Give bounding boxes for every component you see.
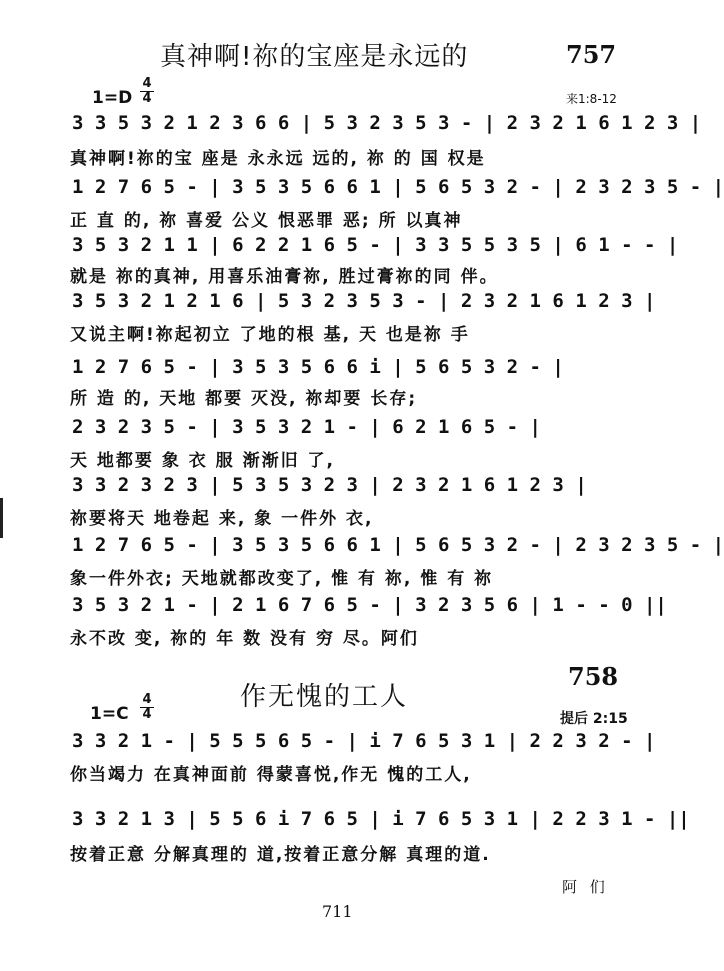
- hymn-757-lyrics-2: 正 直 的, 祢 喜爱 公义 恨恶罪 恶; 所 以真神: [70, 211, 463, 231]
- hymn-757-notes-9: 3 5 3 2 1 - | 2 1 6 7 6 5 - | 3 2 3 5 6 | 1 - - 0 ||: [72, 594, 667, 616]
- hymn-757-notes-3: 3 5 3 2 1 1 | 6 2 2 1 6 5 - | 3 3 5 5 3 5 | 6 1 - - |: [72, 234, 679, 256]
- scan-edge-mark: [0, 498, 3, 538]
- hymn-757-notes-8: 1 2 7 6 5 - | 3 5 3 5 6 6 1 | 5 6 5 3 2 - | 2 3 2 3 5 - |: [72, 534, 724, 556]
- hymn-757-notes-1: 3 3 5 3 2 1 2 3 6 6 | 5 3 2 3 5 3 - | 2 3 2 1 6 1 2 3 |: [72, 112, 702, 134]
- hymn-757-key: 1=D: [92, 88, 133, 108]
- hymn-758-notes-1: 3 3 2 1 - | 5 5 5 6 5 - | i 7 6 5 3 1 | 2 2 3 2 - |: [72, 730, 656, 752]
- hymn-758-lyrics-1: 你当竭力 在真神面前 得蒙喜悦,作无 愧的工人,: [70, 765, 472, 785]
- hymn-757-title: 真神啊!祢的宝座是永远的: [160, 42, 469, 72]
- hymn-758-number: 758: [568, 662, 619, 691]
- hymn-758-lyrics-2: 按着正意 分解真理的 道,按着正意分解 真理的道.: [70, 845, 491, 865]
- hymn-757-notes-2: 1 2 7 6 5 - | 3 5 3 5 6 6 1 | 5 6 5 3 2 - | 2 3 2 3 5 - |: [72, 176, 724, 198]
- time-sig-top: 4: [142, 76, 152, 91]
- hymn-757-lyrics-9: 永不改 变, 祢的 年 数 没有 穷 尽。阿们: [70, 629, 419, 649]
- hymn-757-notes-6: 2 3 2 3 5 - | 3 5 3 2 1 - | 6 2 1 6 5 - |: [72, 416, 541, 438]
- hymn-757-time-signature: [140, 78, 154, 105]
- hymn-757-reference: 来1:8-12: [566, 92, 617, 106]
- hymn-757-lyrics-1: 真神啊!祢的宝 座是 永永远 远的, 祢 的 国 权是: [70, 149, 486, 169]
- hymn-758-title: 作无愧的工人: [240, 682, 409, 712]
- hymn-757-lyrics-7: 祢要将天 地卷起 来, 象 一件外 衣,: [70, 509, 374, 529]
- hymn-757-lyrics-5: 所 造 的, 天地 都要 灭没, 祢却要 长存;: [70, 389, 418, 409]
- hymn-757-notes-7: 3 3 2 3 2 3 | 5 3 5 3 2 3 | 2 3 2 1 6 1 2 3 |: [72, 474, 587, 496]
- hymn-758-key: 1=C: [90, 704, 129, 724]
- hymn-758-reference: 提后 2:15: [560, 711, 628, 727]
- hymn-757-lyrics-6: 天 地都要 象 衣 服 渐渐旧 了,: [70, 451, 335, 471]
- hymn-757-notes-4: 3 5 3 2 1 2 1 6 | 5 3 2 3 5 3 - | 2 3 2 1 6 1 2 3 |: [72, 290, 656, 312]
- hymn-757-lyrics-4: 又说主啊!祢起初立 了地的根 基, 天 也是祢 手: [70, 325, 470, 345]
- hymn-758-time-signature: [140, 694, 154, 721]
- time-sig-bottom: 4: [142, 91, 152, 106]
- hymn-758-amen: 阿 们: [562, 878, 609, 896]
- hymn-757-number: 757: [566, 40, 617, 69]
- hymn-758-notes-2: 3 3 2 1 3 | 5 5 6 i 7 6 5 | i 7 6 5 3 1 | 2 2 3 1 - ||: [72, 808, 690, 830]
- hymn-757-lyrics-3: 就是 祢的真神, 用喜乐油膏祢, 胜过膏祢的同 伴。: [70, 267, 499, 287]
- time-sig-bottom: 4: [142, 707, 152, 722]
- hymn-757-notes-5: 1 2 7 6 5 - | 3 5 3 5 6 6 i | 5 6 5 3 2 - |: [72, 356, 564, 378]
- page-number: 711: [322, 902, 353, 921]
- time-sig-top: 4: [142, 692, 152, 707]
- hymn-757-lyrics-8: 象一件外衣; 天地就都改变了, 惟 有 祢, 惟 有 祢: [70, 569, 494, 589]
